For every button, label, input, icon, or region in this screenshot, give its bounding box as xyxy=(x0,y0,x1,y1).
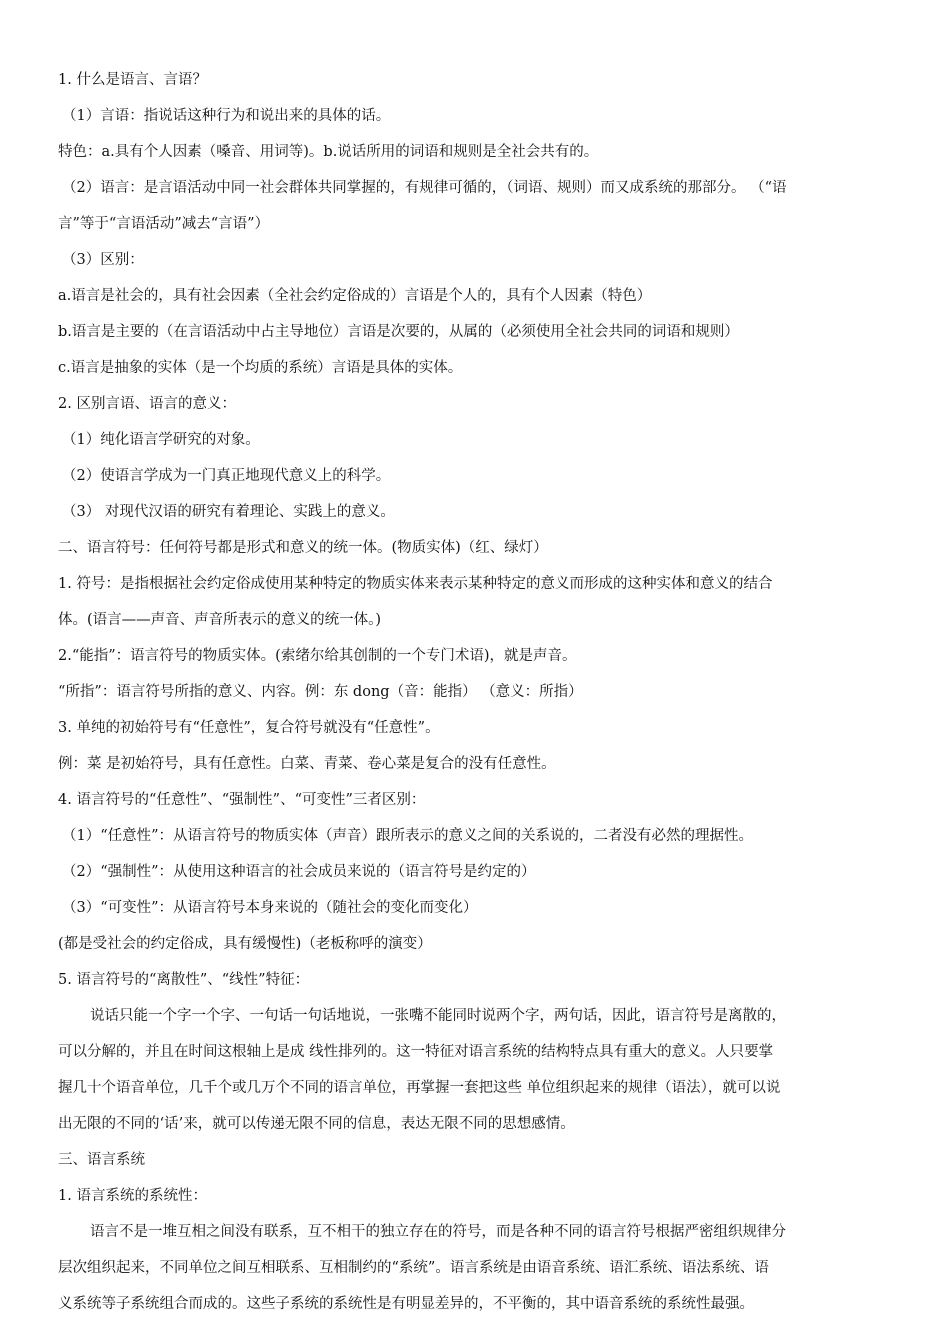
text-line: （2）“强制性”：从使用这种语言的社会成员来说的（语言符号是约定的） xyxy=(62,864,536,880)
paragraph-line: 义系统等子系统组合而成的。这些子系统的系统性是有明显差异的，不平衡的，其中语音系统的系统性最强。 xyxy=(58,1296,754,1312)
paragraph-line: 可以分解的，并且在时间这根轴上是成 线性排列的。这一特征对语言系统的结构特点具有重大的意义。人只要掌 xyxy=(58,1044,774,1060)
document-body xyxy=(58,62,898,1322)
text-line: （2）语言：是言语活动中同一社会群体共同掌握的，有规律可循的，（词语、规则）而又成系统的那部分。 （“语 xyxy=(62,180,787,196)
text-line: 1. 语言系统的系统性： xyxy=(58,1188,207,1204)
text-line: “所指”：语言符号所指的意义、内容。例：东 dong（音：能指） （意义：所指） xyxy=(58,684,583,700)
text-line: （3）区别： xyxy=(62,252,144,268)
text-line: b.语言是主要的（在言语活动中占主导地位）言语是次要的，从属的（必须使用全社会共同的词语和规则） xyxy=(58,324,739,340)
paragraph-line: 层次组织起来，不同单位之间互相联系、互相制约的“系统”。语言系统是由语音系统、语汇系统、语法系统、语 xyxy=(58,1260,769,1276)
text-line: （2）使语言学成为一门真正地现代意义上的科学。 xyxy=(62,468,391,484)
text-line: 例：菜 是初始符号，具有任意性。白菜、青菜、卷心菜是复合的没有任意性。 xyxy=(58,756,556,772)
text-line: (都是受社会的约定俗成，具有缓慢性)（老板称呼的演变） xyxy=(58,936,432,952)
text-line: 3. 单纯的初始符号有“任意性”，复合符号就没有“任意性”。 xyxy=(58,720,440,736)
text-line: 特色：a.具有个人因素（嗓音、用词等)。b.说话所用的词语和规则是全社会共有的。 xyxy=(58,144,599,160)
paragraph-line: 出无限的不同的‘话’来，就可以传递无限不同的信息，表达无限不同的思想感情。 xyxy=(58,1116,575,1132)
text-line: 5. 语言符号的“离散性”、“线性”特征： xyxy=(58,972,310,988)
text-line: a.语言是社会的，具有社会因素（全社会约定俗成的）言语是个人的，具有个人因素（特色） xyxy=(58,288,652,304)
heading-significance: 2. 区别言语、语言的意义： xyxy=(58,396,236,412)
text-line: （3） 对现代汉语的研究有着理论、实践上的意义。 xyxy=(62,504,395,520)
paragraph-line: 说话只能一个字一个字、一句话一句话地说，一张嘴不能同时说两个字，两句话，因此，语言符号是离散的， xyxy=(90,1008,786,1024)
text-line: 4. 语言符号的“任意性”、“强制性”、“可变性”三者区别： xyxy=(58,792,426,808)
text-line: 言”等于“言语活动”减去“言语”） xyxy=(58,216,270,232)
text-line: 1. 符号：是指根据社会约定俗成使用某种特定的物质实体来表示某种特定的意义而形成的这种实体和意义的结合 xyxy=(58,576,773,592)
text-line: c.语言是抽象的实体（是一个均质的系统）言语是具体的实体。 xyxy=(58,360,463,376)
section-heading-language-sign: 二、语言符号：任何符号都是形式和意义的统一体。(物质实体)（红、绿灯） xyxy=(58,540,548,556)
heading-what-is-language: 1. 什么是语言、言语？ xyxy=(58,72,207,88)
section-heading-language-system: 三、语言系统 xyxy=(58,1152,145,1168)
text-line: 2.“能指”：语言符号的物质实体。(索绪尔给其创制的一个专门术语)，就是声音。 xyxy=(58,648,577,664)
paragraph-line: 握几十个语音单位，几千个或几万个不同的语言单位，再掌握一套把这些 单位组织起来的规律（语法），就可以说 xyxy=(58,1080,781,1096)
text-line: （1）纯化语言学研究的对象。 xyxy=(62,432,260,448)
text-line: （1）言语：指说话这种行为和说出来的具体的话。 xyxy=(62,108,391,124)
text-line: （3）“可变性”：从语言符号本身来说的（随社会的变化而变化） xyxy=(62,900,478,916)
text-line: （1）“任意性”：从语言符号的物质实体（声音）跟所表示的意义之间的关系说的，二者没有必然的理据性。 xyxy=(62,828,754,844)
text-line: 体。(语言——声音、声音所表示的意义的统一体。) xyxy=(58,612,382,628)
paragraph-line: 语言不是一堆互相之间没有联系，互不相干的独立存在的符号，而是各种不同的语言符号根据严密组织规律分 xyxy=(90,1224,786,1240)
